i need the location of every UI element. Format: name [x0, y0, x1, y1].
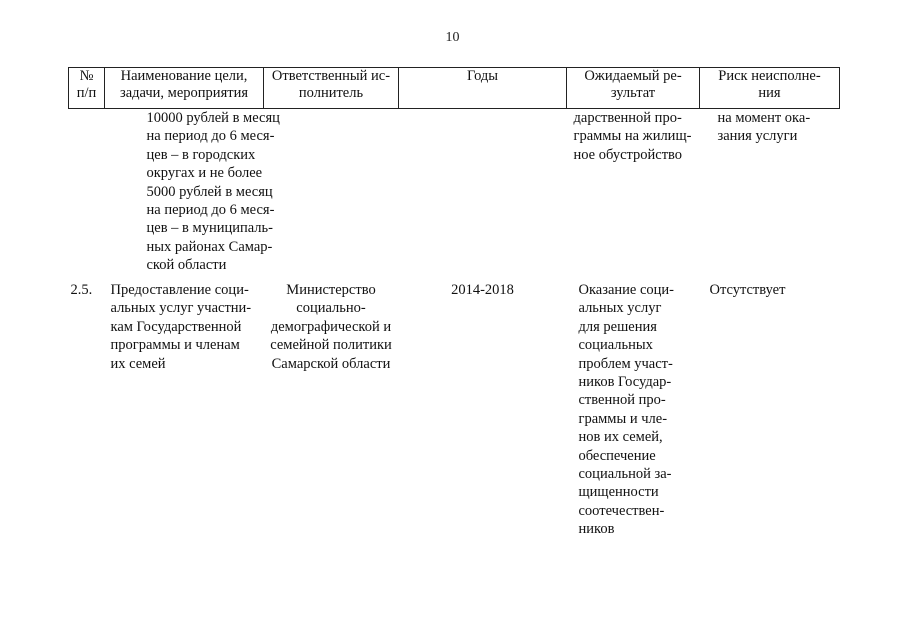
- header-name-line: задачи, мероприятия: [119, 85, 248, 101]
- text-line: ников: [578, 521, 615, 538]
- header-result-line: Ожидаемый ре-: [584, 68, 682, 84]
- cell-risk: [700, 281, 840, 541]
- header-num: [69, 68, 105, 109]
- text-line: граммы на жилищ-: [573, 128, 692, 145]
- text-line: ное обустройство: [573, 146, 683, 163]
- text-line: 5000 рублей в месяц: [146, 183, 273, 200]
- header-risk-line: ния: [758, 85, 781, 101]
- text-line: демографической и: [270, 318, 392, 335]
- text-line: социальных: [578, 337, 653, 354]
- cell-executor: [264, 281, 399, 541]
- cell-result: [567, 281, 700, 541]
- text-line: граммы и чле-: [578, 410, 668, 427]
- cell-years: 2014-2018: [451, 282, 514, 298]
- text-line: их семей: [110, 355, 166, 372]
- text-line: обеспечение: [578, 447, 656, 464]
- text-line: щищенности: [578, 484, 659, 501]
- text-line: на момент ока-: [717, 110, 811, 126]
- text-line: альных услуг участни-: [110, 300, 252, 317]
- cell-num: [69, 109, 105, 282]
- text-line: семейной политики: [270, 337, 392, 354]
- text-line: Предоставление соци-: [110, 282, 249, 298]
- header-years: [399, 68, 567, 109]
- cell-executor: [264, 109, 399, 282]
- header-num-line: №: [79, 68, 94, 84]
- table-row: [69, 281, 840, 541]
- cell-name: [105, 281, 264, 541]
- header-risk-line: Риск неисполне-: [718, 68, 821, 84]
- header-result-line: зультат: [610, 85, 656, 101]
- header-years-line: Годы: [466, 68, 499, 84]
- text-line: социальной за-: [578, 466, 672, 483]
- cell-years: [399, 109, 567, 282]
- text-line: кам Государственной: [110, 318, 242, 335]
- header-executor-line: полнитель: [298, 85, 364, 101]
- text-line: цев – в городских: [146, 146, 256, 163]
- text-line: дарственной про-: [573, 110, 682, 126]
- header-executor: [264, 68, 399, 109]
- measures-table: [68, 67, 840, 541]
- header-name: [105, 68, 264, 109]
- text-line: цев – в муниципаль-: [146, 220, 273, 237]
- text-line: проблем участ-: [578, 355, 673, 372]
- table-header: [69, 68, 840, 109]
- text-line: на период до 6 меся-: [146, 202, 275, 219]
- text-line: Министерство: [286, 282, 376, 298]
- text-line: зания услуги: [717, 128, 798, 145]
- text-line: ников Государ-: [578, 374, 672, 391]
- text-line: на период до 6 меся-: [146, 128, 275, 145]
- cell-risk: [700, 109, 840, 282]
- header-name-line: Наименование цели,: [120, 68, 248, 84]
- text-line: нов их семей,: [578, 429, 663, 446]
- header-risk: [700, 68, 840, 109]
- header-num-line: п/п: [76, 85, 97, 101]
- text-line: программы и членам: [110, 337, 240, 354]
- cell-name: [105, 109, 280, 282]
- text-line: соотечествен-: [578, 502, 665, 519]
- text-line: ных районах Самар-: [146, 238, 273, 255]
- text-line: социально-: [296, 300, 366, 317]
- cell-num: 2.5.: [70, 282, 93, 298]
- text-line: округах и не более: [146, 165, 263, 182]
- page-number: 10: [445, 30, 460, 45]
- text-line: 10000 рублей в месяц: [146, 110, 280, 126]
- text-line: Самарской области: [271, 355, 391, 372]
- text-line: ской области: [146, 257, 227, 274]
- table-row: [69, 109, 840, 282]
- text-line: ственной про-: [578, 392, 666, 409]
- text-line: Оказание соци-: [578, 282, 675, 298]
- text-line: альных услуг: [578, 300, 662, 317]
- header-result: [567, 68, 700, 109]
- header-executor-line: Ответственный ис-: [271, 68, 391, 84]
- text-line: для решения: [578, 318, 657, 335]
- cell-result: [567, 109, 700, 282]
- text-line: Отсутствует: [709, 282, 786, 298]
